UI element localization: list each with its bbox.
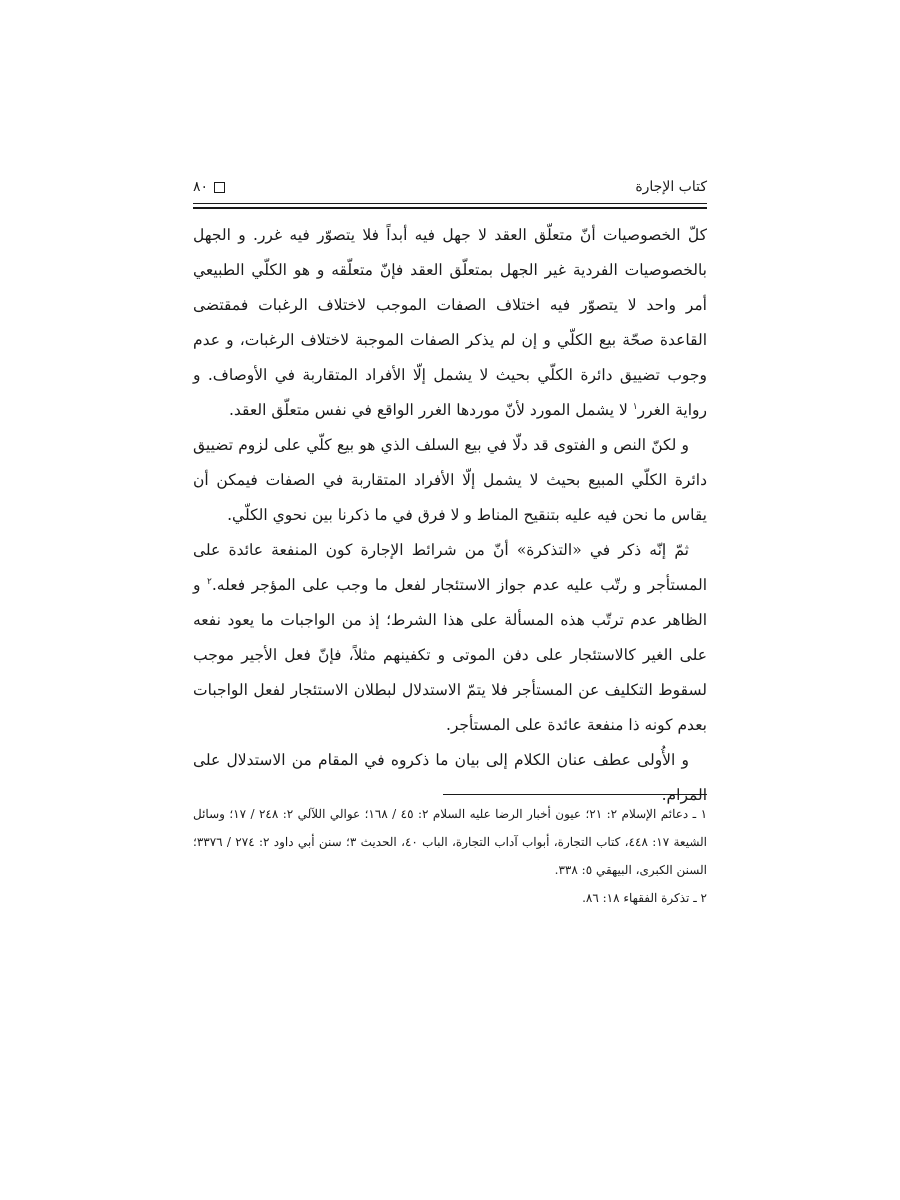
book-title: كتاب الإجارة (635, 179, 707, 195)
footnote-ref-2[interactable]: ٢ (207, 576, 212, 587)
paragraph-4: و الأُولى عطف عنان الكلام إلى بيان ما ذكروه في المقام من الاستدلال على المرام. (193, 751, 707, 804)
paragraph-3: ثمّ إنّه ذكر في «التذكرة» أنّ من شرائط الإجارة كون المنفعة عائدة على المستأجر و رتّب عليه عدم جواز الاستئجار لفعل ما وجب على المؤجر فعله.$^٢$ و الظاهر عدم ترتّب هذه المسألة على هذا الشرط؛ إذ من الواجبات ما يعود نفعه على الغير كالاستئجار على دفن الموتى و تكفينهم مثلاً، فإنّ فعل الأجير موجب لسقوط التكليف عن المستأجر فلا يتمّ الاستدلال لبطلان الاستئجار لفعل الواجبات بعدم كونه ذا منفعة عائدة على المستأجر. (193, 541, 707, 734)
header-rule-thick (193, 207, 707, 209)
footnote-2: ٢ ـ تذكرة الفقهاء ١٨: ٨٦. (582, 891, 707, 905)
footnote-separator (443, 794, 707, 795)
paragraph-1: كلّ الخصوصيات أنّ متعلّق العقد لا جهل فيه أبداً فلا يتصوّر فيه غرر. و الجهل بالخصوصيات الفردية غير الجهل بمتعلّق العقد فإنّ متعلّقه و هو الكلّي الطبيعي أمر واحد لا يتصوّر فيه اختلاف الصفات الموجب لاختلاف الرغبات فمقتضى القاعدة صحّة بيع الكلّي و إن لم يذكر الصفات الموجبة لاختلاف الرغبات، و عدم وجوب تضييق دائرة الكلّي بحيث لا يشمل إلّا الأفراد المتقاربة في الأوصاف. و رواية الغرر$^١$ لا يشمل المورد لأنّ موردها الغرر الواقع في نفس متعلّق العقد. (193, 226, 707, 419)
running-header (193, 172, 707, 202)
header-rule-thin (193, 203, 707, 204)
footnote-1: ١ ـ دعائم الإسلام ٢: ٢١؛ عيون أخبار الرضا عليه السلام ٢: ٤٥ / ١٦٨؛ عوالي اللآلي ٢: ٢٤٨ / ١٧؛ وسائل الشيعة ١٧: ٤٤٨، كتاب التجارة، أبواب آداب التجارة، الباب ٤٠، الحديث ٣؛ سنن أبي داود ٢: ٢٧٤ / ٣٣٧٦؛ السنن الكبرى، البيهقي ٥: ٣٣٨. (193, 807, 708, 877)
page-number-group (193, 179, 225, 195)
footnote-ref-1[interactable]: ١ (632, 401, 638, 412)
footnotes (193, 800, 707, 912)
paragraph-2: و لكنّ النص و الفتوى قد دلّا في بيع السلف الذي هو بيع كلّي على لزوم تضييق دائرة الكلّي المبيع بحيث لا يشمل إلّا الأفراد المتقاربة في الصفات فيمكن أن يقاس ما نحن فيه عليه بتنقيح المناط و لا فرق في ما ذكرنا بين نحوي الكلّي. (193, 436, 707, 524)
main-text (193, 218, 707, 813)
square-box-icon (214, 182, 225, 193)
page-number: ٨٠ (193, 179, 209, 195)
